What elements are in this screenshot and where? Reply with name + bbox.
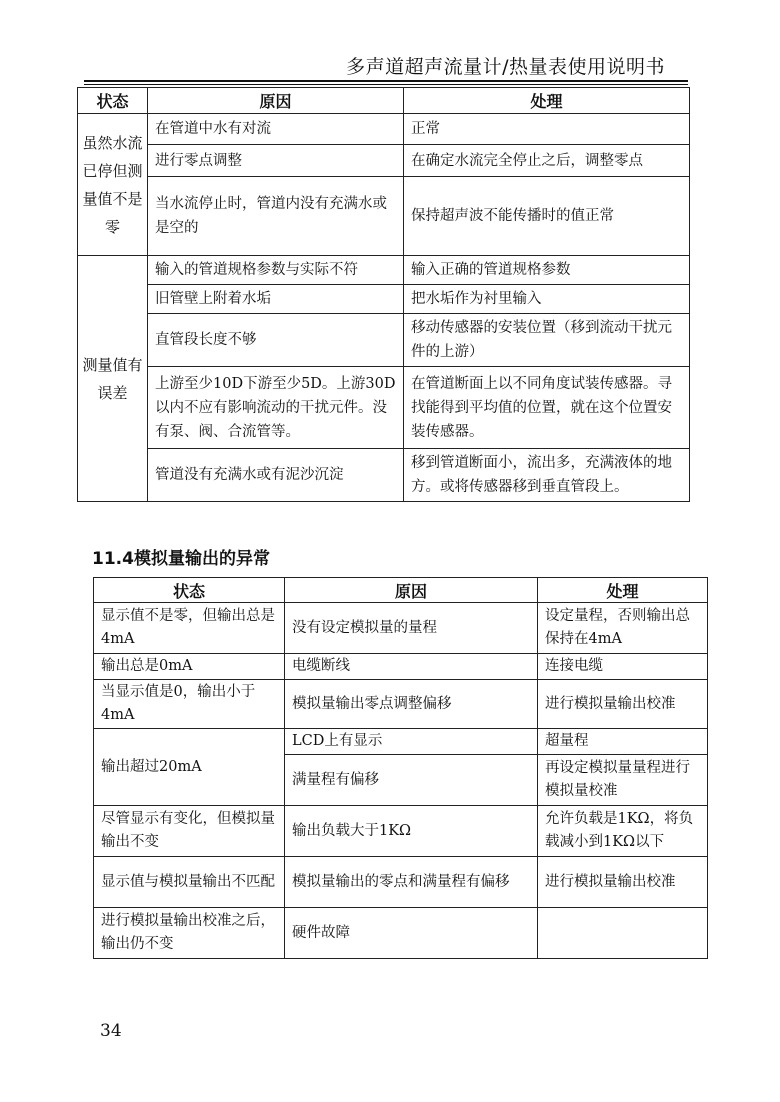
cause-cell: 模拟量输出零点调整偏移 (285, 680, 538, 729)
table-row (94, 680, 708, 729)
action-cell: 设定量程，否则输出总保持在4mA (538, 603, 708, 654)
cause-cell: 模拟量输出的零点和满量程有偏移 (285, 857, 538, 908)
column-header-cause: 原因 (285, 578, 538, 603)
action-cell: 进行模拟量输出校准 (538, 680, 708, 729)
cause-cell: 上游至少10D下游至少5D。上游30D以内不应有影响流动的干扰元件。没有泵、阀、合流管等。 (148, 367, 404, 449)
column-header-state: 状态 (94, 578, 285, 603)
action-cell: 在确定水流完全停止之后，调整零点 (404, 145, 690, 177)
table-row (94, 603, 708, 654)
table-row (78, 314, 690, 367)
cause-cell: 输入的管道规格参数与实际不符 (148, 256, 404, 285)
table-row (78, 449, 690, 502)
state-cell: 显示值与模拟量输出不匹配 (94, 857, 285, 908)
state-cell: 显示值不是零，但输出总是4mA (94, 603, 285, 654)
cause-cell: 直管段长度不够 (148, 314, 404, 367)
troubleshooting-table-analog-output (93, 577, 708, 959)
cause-cell: 当水流停止时，管道内没有充满水或是空的 (148, 177, 404, 256)
action-cell (538, 908, 708, 959)
column-header-action: 处理 (538, 578, 708, 603)
table-row (94, 908, 708, 959)
cause-cell: 输出负载大于1KΩ (285, 806, 538, 857)
action-cell: 在管道断面上以不同角度试装传感器。寻找能得到平均值的位置，就在这个位置安装传感器。 (404, 367, 690, 449)
cause-cell: 硬件故障 (285, 908, 538, 959)
header-rule-secondary (84, 84, 688, 85)
state-cell: 虽然水流已停但测量值不是零 (78, 114, 148, 256)
action-cell: 正常 (404, 114, 690, 145)
troubleshooting-table-flow (77, 87, 690, 502)
column-header-state: 状态 (78, 88, 148, 114)
action-cell: 把水垢作为衬里输入 (404, 285, 690, 314)
table-row (78, 145, 690, 177)
action-cell: 进行模拟量输出校准 (538, 857, 708, 908)
state-cell: 输出总是0mA (94, 654, 285, 680)
table-header-row (78, 88, 690, 114)
table-row (78, 367, 690, 449)
table-row (78, 285, 690, 314)
state-cell: 输出超过20mA (94, 729, 285, 806)
action-cell: 保持超声波不能传播时的值正常 (404, 177, 690, 256)
table-row (94, 857, 708, 908)
column-header-cause: 原因 (148, 88, 404, 114)
action-cell: 移到管道断面小，流出多，充满液体的地方。或将传感器移到垂直管段上。 (404, 449, 690, 502)
cause-cell: 在管道中水有对流 (148, 114, 404, 145)
action-cell: 再设定模拟量量程进行模拟量校准 (538, 755, 708, 806)
table-row (94, 654, 708, 680)
cause-cell: 进行零点调整 (148, 145, 404, 177)
cause-cell: 满量程有偏移 (285, 755, 538, 806)
page-number: 34 (100, 1021, 122, 1041)
cause-cell: 管道没有充满水或有泥沙沉淀 (148, 449, 404, 502)
action-cell: 输入正确的管道规格参数 (404, 256, 690, 285)
action-cell: 超量程 (538, 729, 708, 755)
table-row (94, 806, 708, 857)
table-row (94, 729, 708, 755)
section-title: 11.4模拟量输出的异常 (92, 549, 270, 569)
table-row (78, 177, 690, 256)
cause-cell: LCD上有显示 (285, 729, 538, 755)
cause-cell: 电缆断线 (285, 654, 538, 680)
table-row (78, 114, 690, 145)
action-cell: 连接电缆 (538, 654, 708, 680)
state-cell: 进行模拟量输出校准之后，输出仍不变 (94, 908, 285, 959)
document-header-title: 多声道超声流量计/热量表使用说明书 (346, 56, 665, 78)
cause-cell: 旧管壁上附着水垢 (148, 285, 404, 314)
state-cell: 测量值有误差 (78, 256, 148, 502)
action-cell: 允许负载是1KΩ，将负载减小到1KΩ以下 (538, 806, 708, 857)
state-cell: 当显示值是0，输出小于4mA (94, 680, 285, 729)
table-row (78, 256, 690, 285)
header-rule (84, 80, 688, 82)
table-header-row (94, 578, 708, 603)
cause-cell: 没有设定模拟量的量程 (285, 603, 538, 654)
column-header-action: 处理 (404, 88, 690, 114)
state-cell: 尽管显示有变化，但模拟量输出不变 (94, 806, 285, 857)
action-cell: 移动传感器的安装位置（移到流动干扰元件的上游） (404, 314, 690, 367)
